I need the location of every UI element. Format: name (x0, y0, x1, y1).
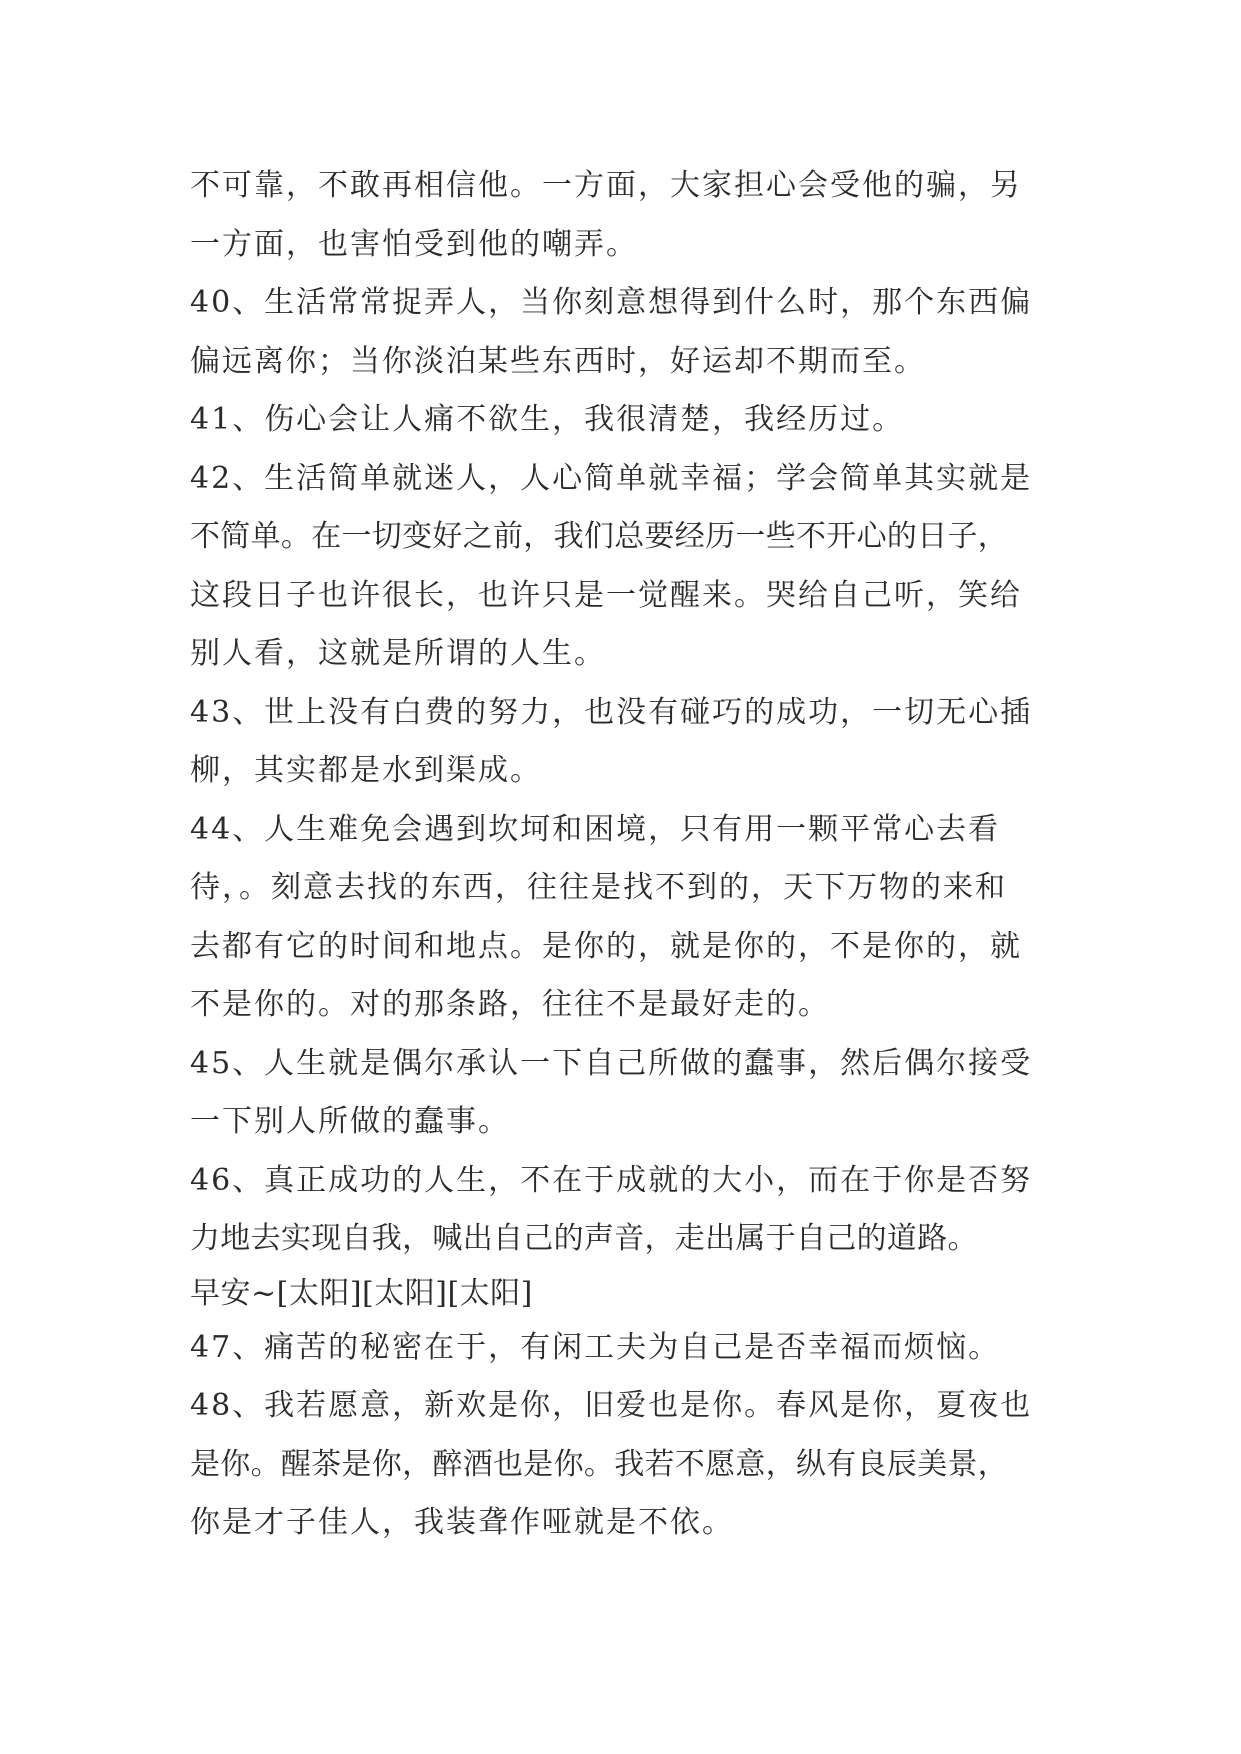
text-line: 是你。醒茶是你，醉酒也是你。我若不愿意，纵有良辰美景， (190, 1446, 1009, 1482)
text-line: 46、真正成功的人生，不在于成就的大小，而在于你是否努 (190, 1162, 1033, 1198)
text-line: 不简单。在一切变好之前，我们总要经历一些不开心的日子， (190, 519, 1009, 554)
text-line: 47、痛苦的秘密在于，有闲工夫为自己是否幸福而烦恼。 (190, 1329, 1001, 1365)
text-line: 40、生活常常捉弄人，当你刻意想得到什么时，那个东西偏 (190, 285, 1033, 320)
text-line: 48、我若愿意，新欢是你，旧爱也是你。春风是你，夏夜也 (190, 1388, 1033, 1423)
text-line: 别人看，这就是所谓的人生。 (190, 636, 606, 671)
text-line: 42、生活简单就迷人，人心简单就幸福；学会简单其实就是 (190, 460, 1033, 496)
text-line: 早安~[太阳][太阳][太阳] (190, 1275, 533, 1311)
document-body (190, 157, 1090, 1553)
text-line: 43、世上没有白费的努力，也没有碰巧的成功，一切无心插 (190, 694, 1033, 730)
text-line: 不可靠，不敢再相信他。一方面，大家担心会受他的骗，另 (190, 168, 1022, 203)
text-line: 44、人生难免会遇到坎坷和困境，只有用一颗平常心去看 (190, 811, 1001, 847)
text-line: 这段日子也许很长，也许只是一觉醒来。哭给自己听，笑给 (190, 577, 1022, 613)
text-line: 力地去实现自我，喊出自己的声音，走出属于自己的道路。 (190, 1221, 978, 1256)
text-line: 一方面，也害怕受到他的嘲弄。 (190, 226, 638, 262)
text-line: 一下别人所做的蠢事。 (190, 1104, 510, 1139)
text-line: 偏远离你；当你淡泊某些东西时，好运却不期而至。 (190, 343, 926, 379)
text-line: 你是才子佳人，我装聋作哑就是不依。 (190, 1505, 734, 1540)
text-line: 柳，其实都是水到渠成。 (190, 753, 542, 788)
text-line: 不是你的。对的那条路，往往不是最好走的。 (190, 987, 830, 1022)
text-line: 去都有它的时间和地点。是你的，就是你的，不是你的，就 (190, 928, 1022, 964)
text-line: 41、伤心会让人痛不欲生，我很清楚，我经历过。 (190, 402, 905, 437)
text-line: 待，。刻意去找的东西，往往是找不到的，天下万物的来和 (190, 870, 1007, 905)
text-line: 45、人生就是偶尔承认一下自己所做的蠢事，然后偶尔接受 (190, 1045, 1033, 1081)
